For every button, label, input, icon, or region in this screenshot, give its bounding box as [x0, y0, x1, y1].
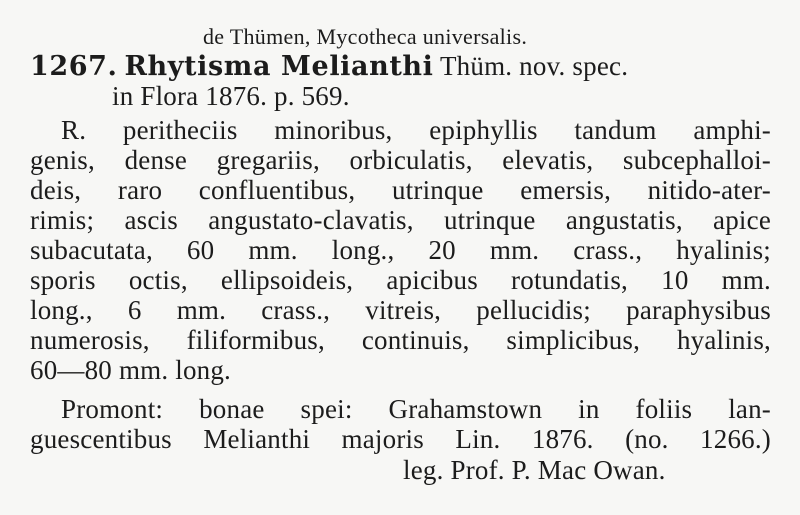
entry-citation: in Flora 1876. p. 569.: [112, 81, 350, 111]
description-line: numerosis, filiformibus, continuis, simplicibus, hyalinis,: [30, 325, 771, 355]
collector-line: leg. Prof. P. Mac Owan.: [403, 455, 666, 485]
description-line: subacutata, 60 mm. long., 20 mm. crass., hyalinis;: [30, 235, 771, 265]
description-line: sporis octis, ellipsoideis, apicibus rotundatis, 10 mm.: [30, 265, 771, 295]
entry-authority: Thüm. nov. spec.: [439, 51, 629, 81]
description-line: R. peritheciis minoribus, epiphyllis tandum amphi-: [61, 115, 771, 145]
species-name: Rhytisma Melianthi: [124, 51, 434, 82]
description-line: genis, dense gregariis, orbiculatis, elevatis, subcephalloi-: [30, 145, 771, 175]
description-line: 60—80 mm. long.: [30, 355, 232, 385]
entry-number: 1267.: [30, 51, 118, 82]
running-title: de Thümen, Mycotheca universalis.: [203, 24, 528, 49]
entry-heading: [30, 53, 628, 80]
locality-line: guescentibus Melianthi majoris Lin. 1876. (no. 1266.): [30, 424, 771, 454]
description-line: rimis; ascis angustato-clavatis, utrinque angustatis, apice: [30, 205, 771, 235]
locality-line: Promont: bonae spei: Grahamstown in foliis lan-: [61, 394, 771, 424]
description-line: long., 6 mm. crass., vitreis, pellucidis; paraphysibus: [30, 295, 771, 325]
description-line: deis, raro confluentibus, utrinque emersis, nitido-ater-: [30, 175, 771, 205]
